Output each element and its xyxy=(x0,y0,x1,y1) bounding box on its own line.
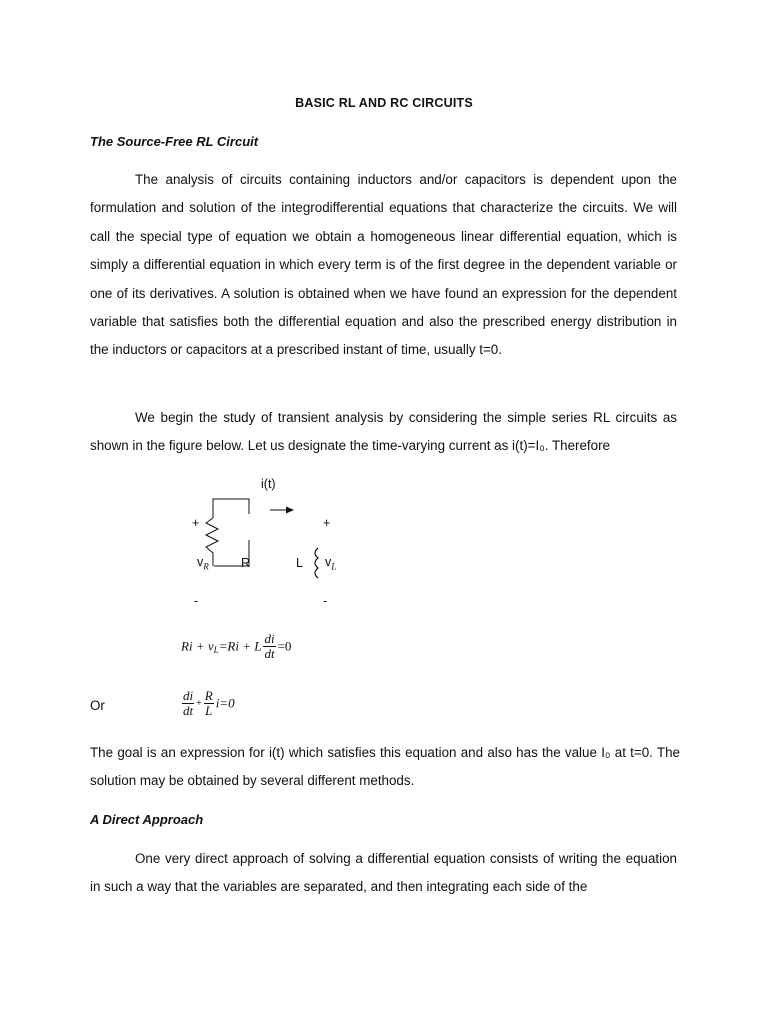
or-label: Or xyxy=(90,698,105,713)
equation-normalized xyxy=(180,689,235,718)
minus-sign-right: - xyxy=(323,594,328,608)
vr-label: $v_R$ xyxy=(197,555,209,572)
plus-sign-right: + xyxy=(323,516,331,530)
eq2-fraction-1 xyxy=(182,689,194,718)
wire-top xyxy=(213,499,249,518)
current-arrow-head xyxy=(286,507,294,514)
paragraph-direct-approach: One very direct approach of solving a differential equation consists of writing the equation in such a way that the variables are separated, and then integrating each side of the xyxy=(90,851,677,895)
eq1-left: Ri + v xyxy=(181,638,214,654)
eq1-left-sub: L xyxy=(213,645,219,656)
eq2-right: i=0 xyxy=(215,695,235,711)
eq2-fraction-2 xyxy=(204,689,214,718)
eq1-frac-den: dt xyxy=(264,646,275,661)
page-title: BASIC RL AND RC CIRCUITS xyxy=(295,96,473,110)
vl-label: $v_L$ xyxy=(325,555,337,572)
resistor-label: R xyxy=(241,556,251,570)
eq1-frac-num: di xyxy=(264,631,275,646)
eq2-frac2-num: R xyxy=(204,688,213,703)
paragraph-goal: The goal is an expression for i(t) which satisfies this equation and also has the value I₀ at t=0. The solution may be obtained by several different methods. xyxy=(90,745,680,789)
eq2-frac1-den: dt xyxy=(183,703,194,718)
eq2-frac2-den: L xyxy=(205,703,213,718)
section-heading-direct-approach: A Direct Approach xyxy=(90,812,204,827)
eq2-frac1-num: di xyxy=(183,688,194,703)
paragraph-transient: We begin the study of transient analysis by considering the simple series RL circuits as shown in the figure below. Let us designate the time-varying current as i(t)=I₀. Therefore xyxy=(90,410,677,454)
eq2-plus: + xyxy=(196,698,202,709)
inductor-symbol xyxy=(315,548,318,578)
eq1-right: =0 xyxy=(277,638,292,654)
eq1-fraction xyxy=(263,632,275,661)
eq1-mid: =Ri + L xyxy=(218,638,262,654)
inductor-label: L xyxy=(296,556,303,570)
paragraph-analysis: The analysis of circuits containing inductors and/or capacitors is dependent upon the formulation and solution of the integrodifferential equations that characterize the circuits. We will call the special type of equation we obtain a homogeneous linear differential equation, which is simply a differential equation in which every term is of the first degree in the dependent variable or one of its derivatives. A solution is obtained when we have found an expression for the dependent variable that satisfies both the differential equation and also the prescribed energy distribution in the inductors or capacitors at a prescribed instant of time, usually t=0. xyxy=(90,172,677,358)
section-heading-source-free-rl: The Source-Free RL Circuit xyxy=(90,134,259,149)
current-label: i(t) xyxy=(261,477,276,491)
minus-sign-left: - xyxy=(194,594,199,608)
equation-kvl xyxy=(181,632,291,661)
plus-sign-left: + xyxy=(192,516,200,530)
